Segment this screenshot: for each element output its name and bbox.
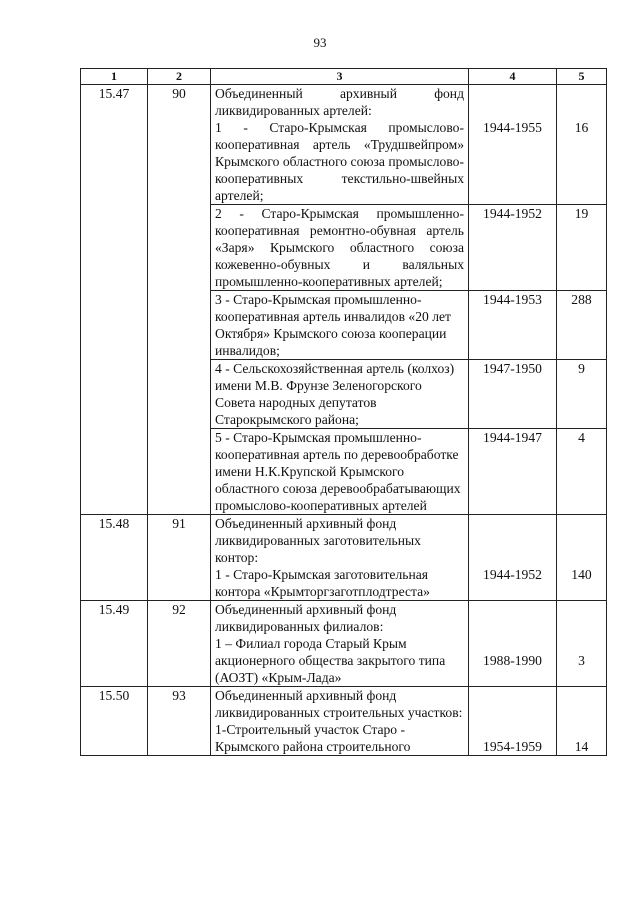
- fund-item-text: 1 - Старо-Крымская заготовительная контора «Крымторгзаготплодтреста»: [215, 567, 430, 599]
- fund-header: Объединенный архивный фонд ликвидированных строительных участков:: [215, 688, 463, 720]
- fund-header: Объединенный архивный фонд ликвидированных заготовительных контор:: [215, 516, 421, 565]
- row-number: 15.48: [81, 515, 148, 601]
- years-cell: 1954-1959: [469, 687, 557, 756]
- fund-item-text: 2 - Старо-Крымская промышленно-кооперативная ремонтно-обувная артель «Заря» Крымского областного союза кожевенно-обувных и валяльных промышленно-кооперативных артелей;: [211, 205, 469, 291]
- fund-number: 92: [148, 601, 211, 687]
- fund-item-text: 1-Строительный участок Старо - Крымского района строительного: [215, 722, 411, 754]
- fund-item-text: 3 - Старо-Крымская промышленно-кооперативная артель инвалидов «20 лет Октября» Крымского союза кооперации инвалидов;: [211, 291, 469, 360]
- count-cell: 16: [557, 85, 607, 205]
- years-cell: 1944-1952: [469, 205, 557, 291]
- fund-number: 91: [148, 515, 211, 601]
- count-cell: 140: [557, 515, 607, 601]
- column-header: 4: [469, 69, 557, 85]
- fund-item-text: 4 - Сельскохозяйственная артель (колхоз) имени М.В. Фрунзе Зеленогорского Совета народных депутатов Старокрымского района;: [211, 360, 469, 429]
- table-row: [81, 601, 607, 687]
- years-cell: 1988-1990: [469, 601, 557, 687]
- years-cell: 1944-1947: [469, 429, 557, 515]
- table-header-row: [81, 69, 607, 85]
- table-row: [81, 515, 607, 601]
- column-header: 2: [148, 69, 211, 85]
- years-cell: 1944-1952: [469, 515, 557, 601]
- fund-number: 93: [148, 687, 211, 756]
- years-cell: 1947-1950: [469, 360, 557, 429]
- fund-item-text: 5 - Старо-Крымская промышленно-кооперативная артель по деревообработке имени Н.К.Крупской Крымского областного союза деревообрабатывающих промыслово-кооперативных артелей: [211, 429, 469, 515]
- column-header: 3: [211, 69, 469, 85]
- table-row: [81, 687, 607, 756]
- count-cell: 9: [557, 360, 607, 429]
- page-number: 93: [313, 35, 327, 50]
- archive-fund-table: [80, 68, 607, 756]
- fund-item-text: 1 – Филиал города Старый Крым акционерного общества закрытого типа (АОЗТ) «Крым-Лада»: [215, 636, 446, 685]
- fund-description: [211, 601, 469, 687]
- fund-number: 90: [148, 85, 211, 515]
- count-cell: 14: [557, 687, 607, 756]
- count-cell: 19: [557, 205, 607, 291]
- column-header: 5: [557, 69, 607, 85]
- column-header: 1: [81, 69, 148, 85]
- fund-header: Объединенный архивный фонд ликвидированных артелей:: [215, 86, 464, 118]
- count-cell: 3: [557, 601, 607, 687]
- fund-description: [211, 515, 469, 601]
- fund-description: [211, 687, 469, 756]
- table-row: [81, 85, 607, 205]
- years-cell: 1944-1955: [469, 85, 557, 205]
- years-cell: 1944-1953: [469, 291, 557, 360]
- count-cell: 288: [557, 291, 607, 360]
- count-cell: 4: [557, 429, 607, 515]
- fund-item-text: 1 - Старо-Крымская промыслово-кооперативная артель «Трудшвейпром» Крымского областного союза промыслово-кооперативных текстильно-швейных артелей;: [215, 120, 464, 203]
- fund-header: Объединенный архивный фонд ликвидированных филиалов:: [215, 602, 397, 634]
- row-number: 15.49: [81, 601, 148, 687]
- row-number: 15.47: [81, 85, 148, 515]
- fund-description: [211, 85, 469, 205]
- row-number: 15.50: [81, 687, 148, 756]
